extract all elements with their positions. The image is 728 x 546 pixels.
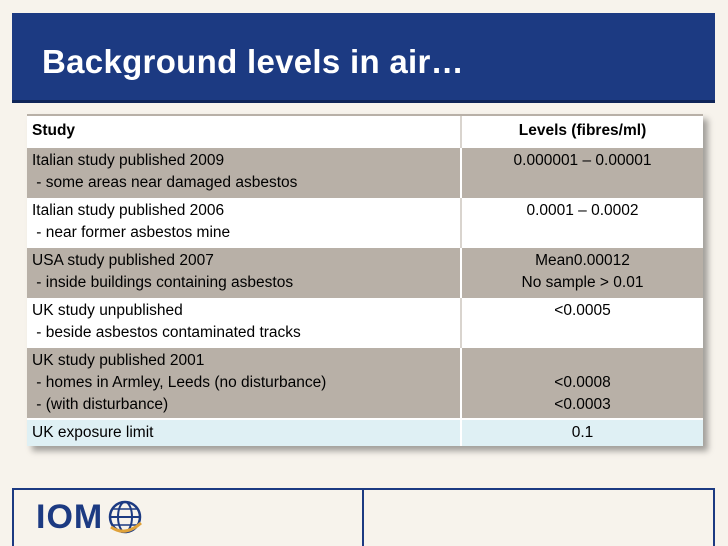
study-line: - homes in Armley, Leeds (no disturbance) [32, 374, 327, 391]
header-study: Study [27, 115, 461, 147]
study-line: - inside buildings containing asbestos [32, 274, 294, 291]
levels-line: <0.0003 [554, 396, 611, 413]
study-line: UK exposure limit [32, 424, 154, 441]
study-line: Italian study published 2006 [32, 202, 225, 219]
footer-divider-right [713, 490, 715, 546]
study-line: UK study published 2001 [32, 352, 205, 369]
title-bar [12, 13, 715, 103]
levels-cell [461, 197, 703, 247]
footer-divider-left [12, 490, 14, 546]
footer-divider-center [362, 490, 364, 546]
levels-cell [461, 347, 703, 419]
table-row [27, 347, 703, 419]
study-cell [27, 347, 461, 419]
table-row [27, 147, 703, 197]
levels-table [27, 114, 703, 446]
levels-cell [461, 147, 703, 197]
levels-line: Mean0.00012 [535, 252, 630, 269]
table-row [27, 419, 703, 446]
levels-line [467, 350, 698, 372]
slide-title: Background levels in air… [42, 43, 464, 80]
levels-line: No sample > 0.01 [521, 274, 644, 291]
table-row [27, 197, 703, 247]
levels-line: <0.0005 [554, 302, 611, 319]
globe-icon [105, 497, 145, 537]
study-line: - near former asbestos mine [32, 224, 231, 241]
levels-line: 0.0001 – 0.0002 [526, 202, 639, 219]
study-cell [27, 247, 461, 297]
study-line: USA study published 2007 [32, 252, 214, 269]
study-cell [27, 197, 461, 247]
levels-line: <0.0008 [554, 374, 611, 391]
table-row [27, 297, 703, 347]
levels-line: 0.000001 – 0.00001 [513, 152, 652, 169]
study-cell [27, 297, 461, 347]
levels-cell [461, 297, 703, 347]
study-line: Italian study published 2009 [32, 152, 225, 169]
levels-cell [461, 247, 703, 297]
study-cell [27, 147, 461, 197]
study-line: - beside asbestos contaminated tracks [32, 324, 301, 341]
header-levels: Levels (fibres/ml) [461, 115, 703, 147]
logo-text: IOM [36, 498, 104, 536]
levels-line: 0.1 [571, 424, 594, 441]
table-header-row [27, 115, 703, 147]
study-cell [27, 419, 461, 446]
levels-cell [461, 419, 703, 446]
study-line: UK study unpublished [32, 302, 183, 319]
study-line: - some areas near damaged asbestos [32, 174, 298, 191]
table-row [27, 247, 703, 297]
iom-logo [36, 494, 145, 540]
study-line: - (with disturbance) [32, 396, 169, 413]
